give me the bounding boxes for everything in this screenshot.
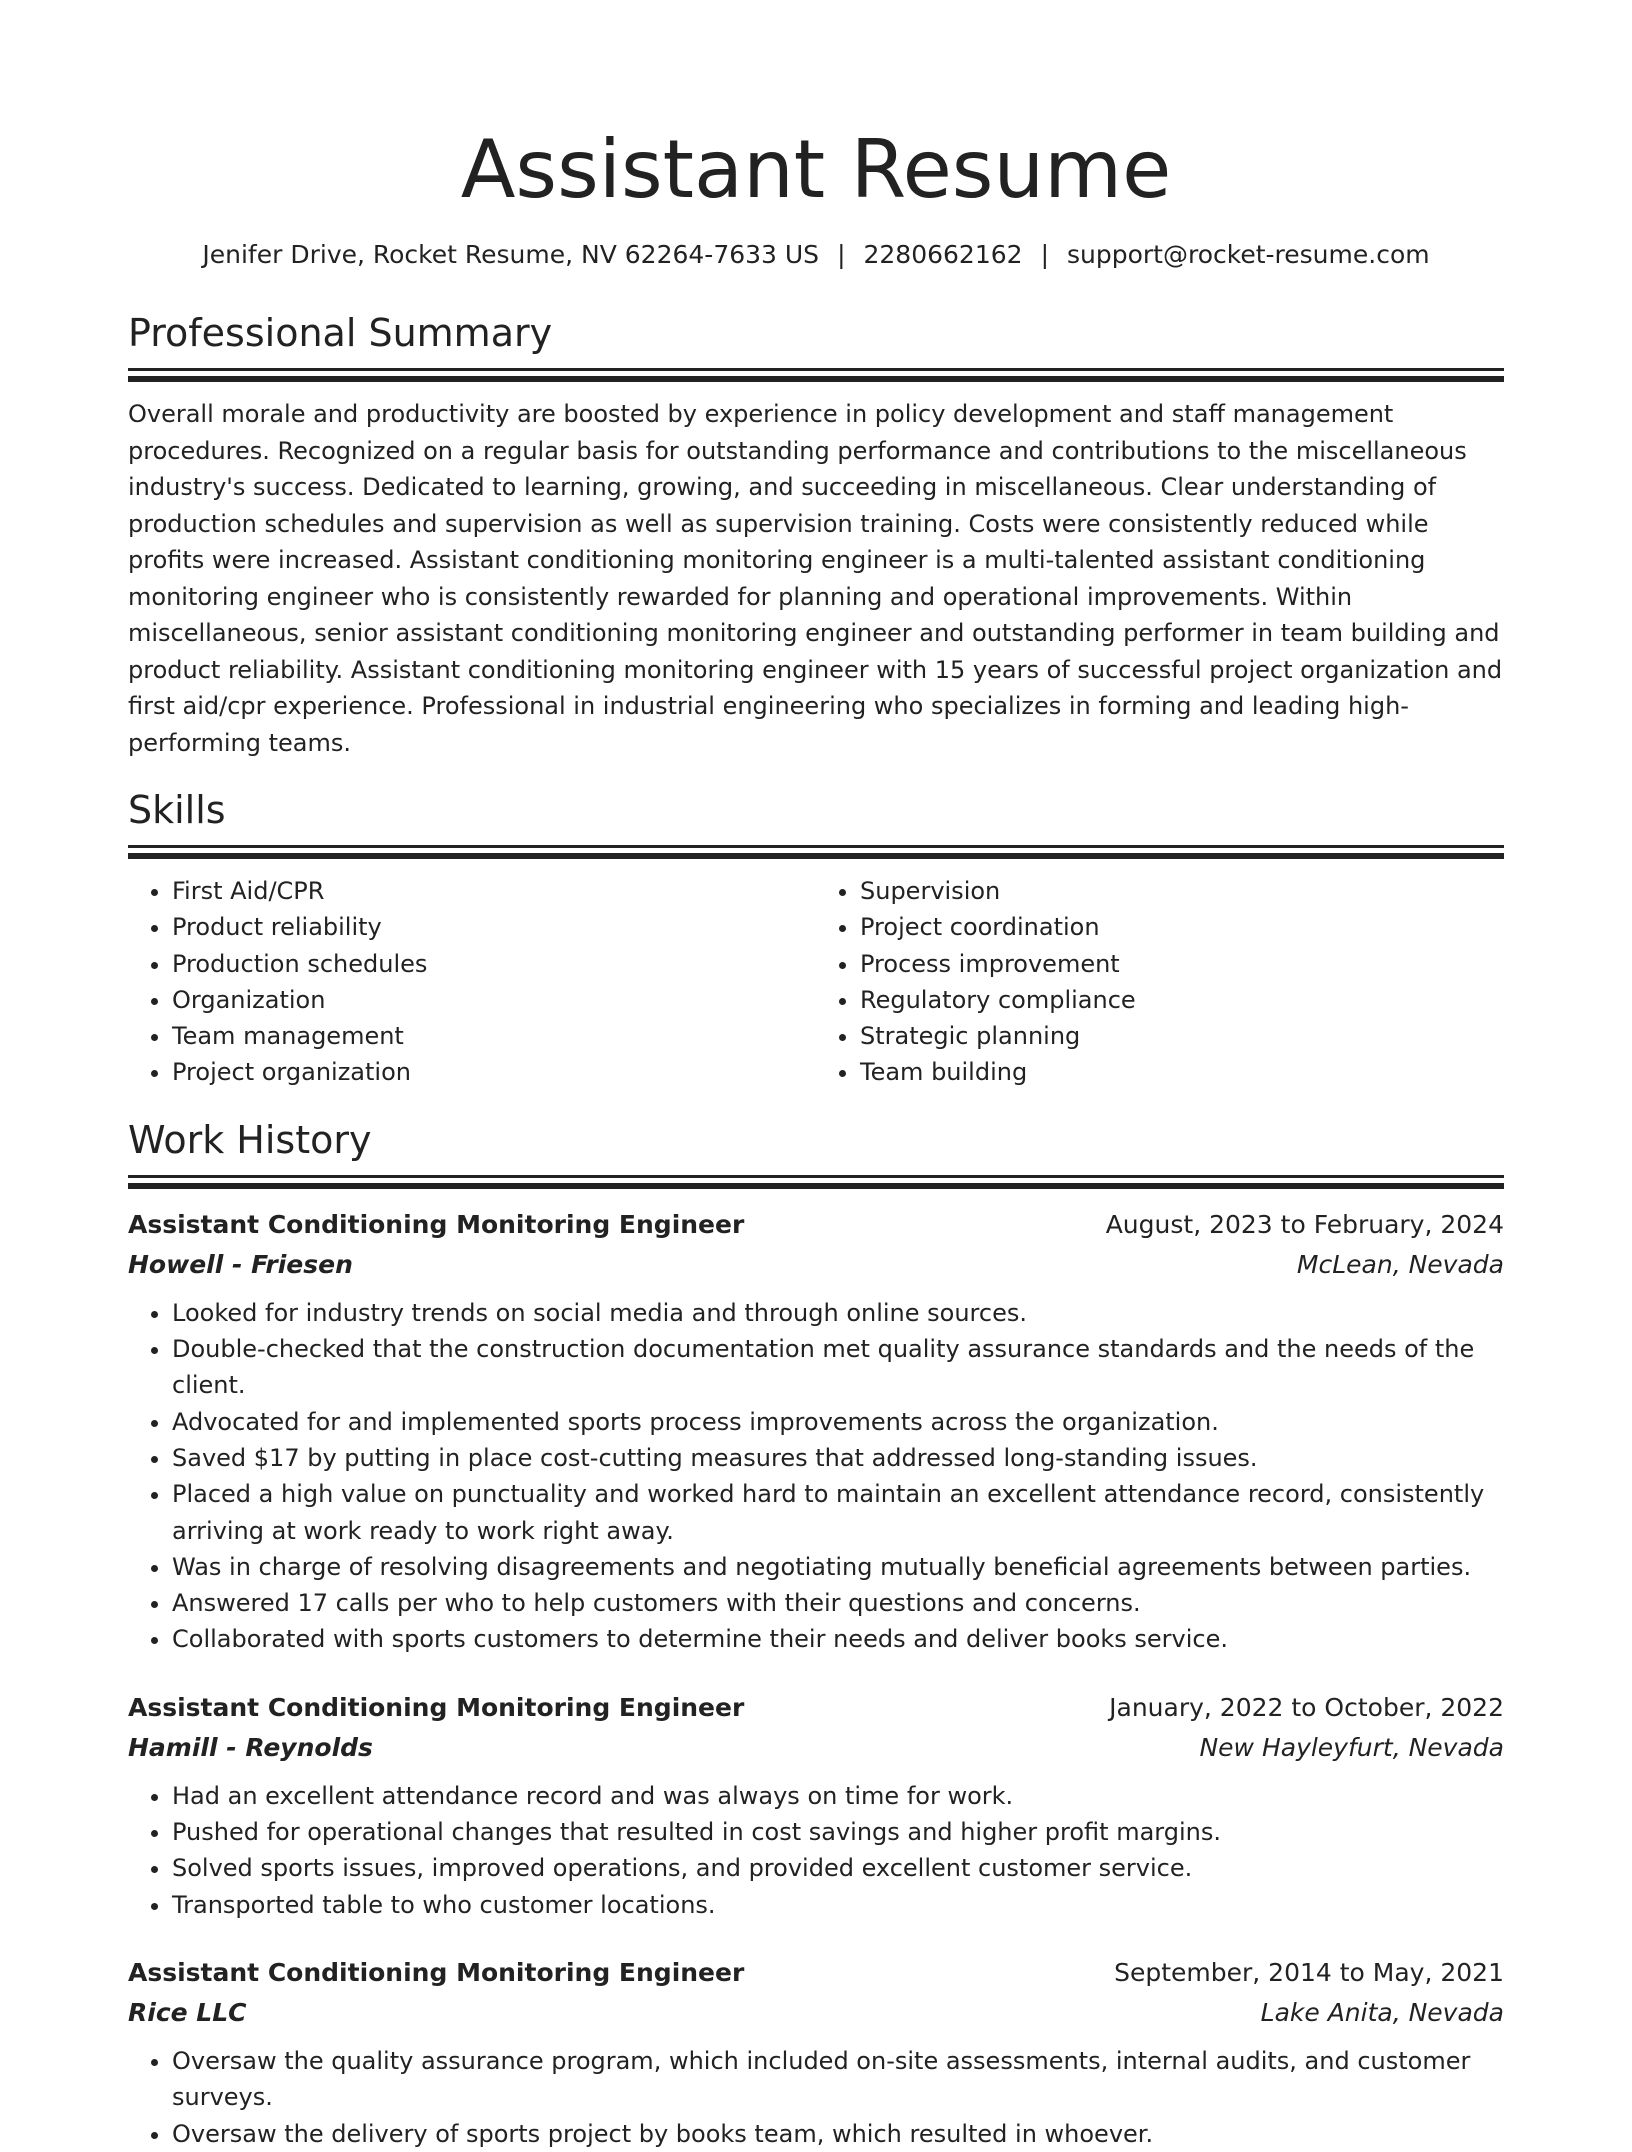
job-title: Assistant Conditioning Monitoring Engineer — [128, 1692, 745, 1722]
contact-address: Jenifer Drive, Rocket Resume, NV 62264-7633 US — [202, 240, 820, 269]
skills-columns — [128, 873, 1504, 1091]
section-divider — [128, 1175, 1504, 1178]
contact-line — [128, 238, 1504, 272]
job-subheader — [128, 1728, 1504, 1768]
resume-title: Assistant Resume — [460, 123, 1172, 216]
job-bullet: • Oversaw the quality assurance program, which included on-site assessments, internal audits, and customer surveys. — [172, 2043, 1504, 2116]
contact-separator: | — [1040, 240, 1049, 269]
work-history-section — [128, 1117, 1504, 2152]
job-bullet: • Advocated for and implemented sports process improvements across the organization. — [172, 1404, 1504, 1440]
job-title: Assistant Conditioning Monitoring Engineer — [128, 1209, 745, 1239]
skill-item: • First Aid/CPR — [172, 873, 816, 909]
skill-item: • Team building — [860, 1054, 1504, 1090]
section-divider — [128, 368, 1504, 371]
job-bullet: • Double-checked that the construction documentation met quality assurance standards and the needs of the client. — [172, 1331, 1504, 1404]
job-location: McLean, Nevada — [1296, 1249, 1504, 1279]
job-bullets — [128, 1295, 1504, 1658]
job-dates: August, 2023 to February, 2024 — [1105, 1209, 1504, 1239]
job-dates: January, 2022 to October, 2022 — [1109, 1692, 1504, 1722]
job-bullet: • Answered 17 calls per who to help customers with their questions and concerns. — [172, 1585, 1504, 1621]
job-bullet: • Placed a high value on punctuality and worked hard to maintain an excellent attendance record, consistently arriving at work ready to work right away. — [172, 1476, 1504, 1549]
skill-item: • Regulatory compliance — [860, 982, 1504, 1018]
summary-section — [128, 310, 1504, 761]
skills-section — [128, 787, 1504, 1091]
skill-item: • Product reliability — [172, 909, 816, 945]
job-title: Assistant Conditioning Monitoring Engineer — [128, 1957, 745, 1987]
skills-list-left — [128, 873, 816, 1091]
job-company: Howell - Friesen — [128, 1249, 353, 1279]
job-subheader — [128, 1993, 1504, 2033]
job-bullet: • Was in charge of resolving disagreements and negotiating mutually beneficial agreements between parties. — [172, 1549, 1504, 1585]
job-location: New Hayleyfurt, Nevada — [1199, 1732, 1504, 1762]
job-company: Hamill - Reynolds — [128, 1732, 373, 1762]
section-divider-thick — [128, 853, 1504, 859]
job-bullet: • Solved sports issues, improved operations, and provided excellent customer service. — [172, 1850, 1504, 1886]
skill-item: • Supervision — [860, 873, 1504, 909]
section-divider-thick — [128, 376, 1504, 382]
skill-item: • Team management — [172, 1018, 816, 1054]
skill-item: • Production schedules — [172, 946, 816, 982]
job-bullet: • Oversaw the delivery of sports project by books team, which resulted in whoever. — [172, 2116, 1504, 2152]
contact-phone: 2280662162 — [863, 240, 1023, 269]
section-title-skills: Skills — [128, 788, 226, 832]
summary-text: Overall morale and productivity are boosted by experience in policy development and staff management procedures. Recognized on a regular basis for outstanding performance and contributions to the miscellaneous industry's success. Dedicated to learning, growing, and succeeding in miscellaneous. Clear understanding of production schedules and supervision as well as supervision training. Costs were consistently reduced while profits were increased. Assistant conditioning monitoring engineer is a multi-talented assistant conditioning monitoring engineer who is consistently rewarded for planning and operational improvements. Within miscellaneous, senior assistant conditioning monitoring engineer and outstanding performer in team building and product reliability. Assistant conditioning monitoring engineer with 15 years of successful project organization and first aid/cpr experience. Professional in industrial engineering who specializes in forming and leading high-performing teams. — [128, 400, 1503, 757]
job-header — [128, 1205, 1504, 1245]
job-dates: September, 2014 to May, 2021 — [1114, 1957, 1504, 1987]
job-bullets — [128, 2043, 1504, 2152]
job-header — [128, 1688, 1504, 1728]
skill-item: • Organization — [172, 982, 816, 1018]
job-location: Lake Anita, Nevada — [1260, 1997, 1504, 2027]
section-title-work-history: Work History — [128, 1117, 372, 1162]
job-bullet: • Collaborated with sports customers to determine their needs and deliver books service. — [172, 1621, 1504, 1657]
skill-item: • Project coordination — [860, 909, 1504, 945]
skill-item: • Strategic planning — [860, 1018, 1504, 1054]
contact-separator: | — [837, 240, 846, 269]
section-divider-thick — [128, 1183, 1504, 1189]
skill-item: • Project organization — [172, 1054, 816, 1090]
job-bullet: • Looked for industry trends on social media and through online sources. — [172, 1295, 1504, 1331]
job-entry — [128, 1953, 1504, 2152]
job-entry — [128, 1688, 1504, 1923]
job-header — [128, 1953, 1504, 1993]
job-subheader — [128, 1245, 1504, 1285]
section-divider — [128, 845, 1504, 848]
skill-item: • Process improvement — [860, 946, 1504, 982]
job-bullet: • Saved $17 by putting in place cost-cutting measures that addressed long-standing issues. — [172, 1440, 1504, 1476]
resume-page — [128, 0, 1504, 2152]
job-entry — [128, 1205, 1504, 1658]
skills-list-right — [816, 873, 1504, 1091]
job-bullet: • Pushed for operational changes that resulted in cost savings and higher profit margins. — [172, 1814, 1504, 1850]
job-company: Rice LLC — [128, 1997, 247, 2027]
job-bullets — [128, 1778, 1504, 1923]
job-bullet: • Had an excellent attendance record and was always on time for work. — [172, 1778, 1504, 1814]
job-bullet: • Transported table to who customer locations. — [172, 1887, 1504, 1923]
contact-email: support@rocket-resume.com — [1067, 240, 1430, 269]
section-title-summary: Professional Summary — [128, 311, 553, 355]
